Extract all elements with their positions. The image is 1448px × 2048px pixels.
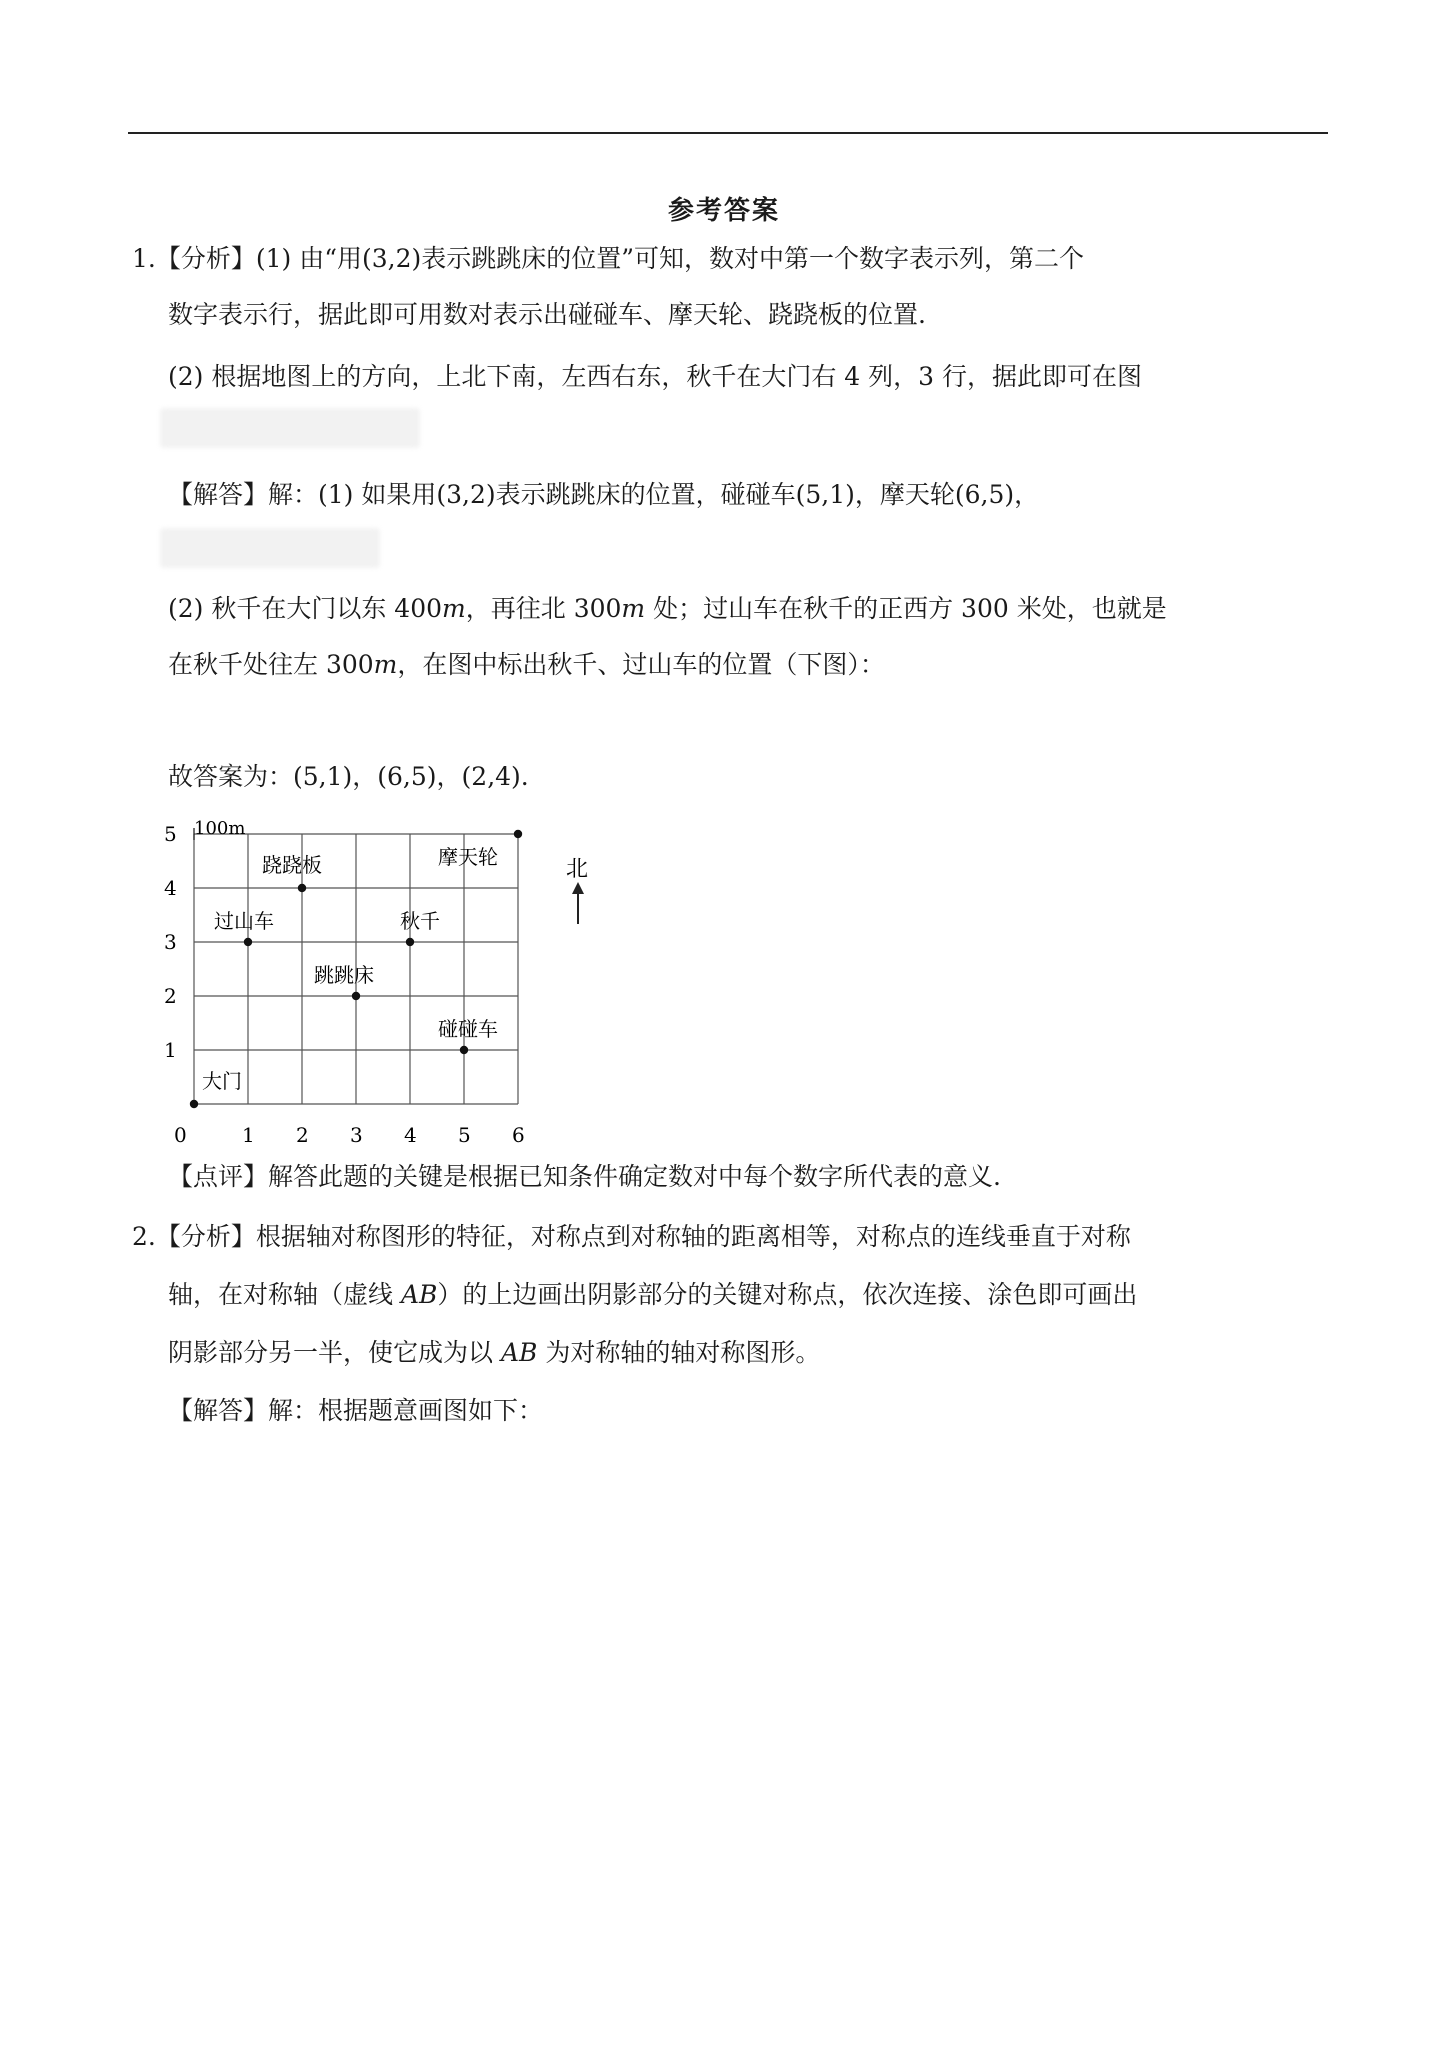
- q1-answer-line-2: (2) 秋千在大门以东 400m，再往北 300m 处；过山车在秋千的正西方 300 米处，也就是: [168, 594, 1167, 623]
- scale-label: 100m: [194, 818, 246, 839]
- map-point-label: 大门: [202, 1069, 242, 1093]
- x-tick-label: 5: [458, 1123, 471, 1147]
- q1-comment: 【点评】解答此题的关键是根据已知条件确定数对中每个数字所代表的意义.: [168, 1162, 1001, 1191]
- map-point: [244, 938, 252, 946]
- coordinate-map-figure: [160, 808, 600, 1158]
- map-point: [352, 992, 360, 1000]
- map-point-label: 过山车: [214, 909, 274, 933]
- q1-answer-line-3: 在秋千处往左 300m，在图中标出秋千、过山车的位置（下图）：: [168, 650, 885, 679]
- x-tick-label: 4: [404, 1123, 417, 1147]
- map-point-label: 跳跳床: [314, 963, 374, 987]
- q1-analysis-line-2: 数字表示行，据此即可用数对表示出碰碰车、摩天轮、跷跷板的位置.: [168, 300, 926, 329]
- q2-answer: 【解答】解：根据题意画图如下：: [168, 1396, 544, 1425]
- q1-analysis-line-3: (2) 根据地图上的方向，上北下南，左西右东，秋千在大门右 4 列，3 行，据此即可在图: [168, 362, 1143, 391]
- x-tick-label: 3: [350, 1123, 363, 1147]
- north-arrowhead-icon: [572, 882, 584, 894]
- q2-analysis-line-1: 2.【分析】根据轴对称图形的特征，对称点到对称轴的距离相等，对称点的连线垂直于对称: [132, 1222, 1131, 1251]
- map-point: [190, 1100, 198, 1108]
- map-point-label: 秋千: [400, 909, 440, 933]
- y-tick-label: 4: [164, 876, 177, 900]
- map-point-label: 摩天轮: [438, 845, 498, 869]
- header-rule: [128, 132, 1328, 134]
- map-point: [406, 938, 414, 946]
- x-tick-label: 0: [174, 1123, 187, 1147]
- q1-final-answer: 故答案为：(5,1)，(6,5)，(2,4).: [168, 762, 529, 791]
- map-point: [298, 884, 306, 892]
- y-tick-label: 3: [164, 930, 177, 954]
- redacted-line: [160, 408, 420, 448]
- map-point: [460, 1046, 468, 1054]
- x-tick-label: 6: [512, 1123, 525, 1147]
- page-title: 参考答案: [667, 196, 780, 226]
- x-tick-label: 1: [242, 1123, 255, 1147]
- y-tick-label: 1: [164, 1038, 177, 1062]
- y-tick-label: 2: [164, 984, 177, 1008]
- north-label: 北: [566, 857, 589, 882]
- map-point: [514, 830, 522, 838]
- q1-analysis-line-1: 1.【分析】(1) 由“用(3,2)表示跳跳床的位置”可知，数对中第一个数字表示列，第二个: [132, 244, 1085, 273]
- map-point-label: 碰碰车: [438, 1017, 498, 1041]
- redacted-line: [160, 528, 380, 568]
- q2-analysis-line-3: 阴影部分另一半，使它成为以 AB 为对称轴的轴对称图形。: [168, 1338, 821, 1367]
- q2-analysis-line-2: 轴，在对称轴（虚线 AB）的上边画出阴影部分的关键对称点，依次连接、涂色即可画出: [168, 1280, 1138, 1309]
- map-point-label: 跷跷板: [262, 853, 322, 877]
- y-tick-label: 5: [164, 822, 177, 846]
- x-tick-label: 2: [296, 1123, 309, 1147]
- q1-answer-line-1: 【解答】解：(1) 如果用(3,2)表示跳跳床的位置，碰碰车(5,1)，摩天轮(6,5)，: [168, 480, 1040, 509]
